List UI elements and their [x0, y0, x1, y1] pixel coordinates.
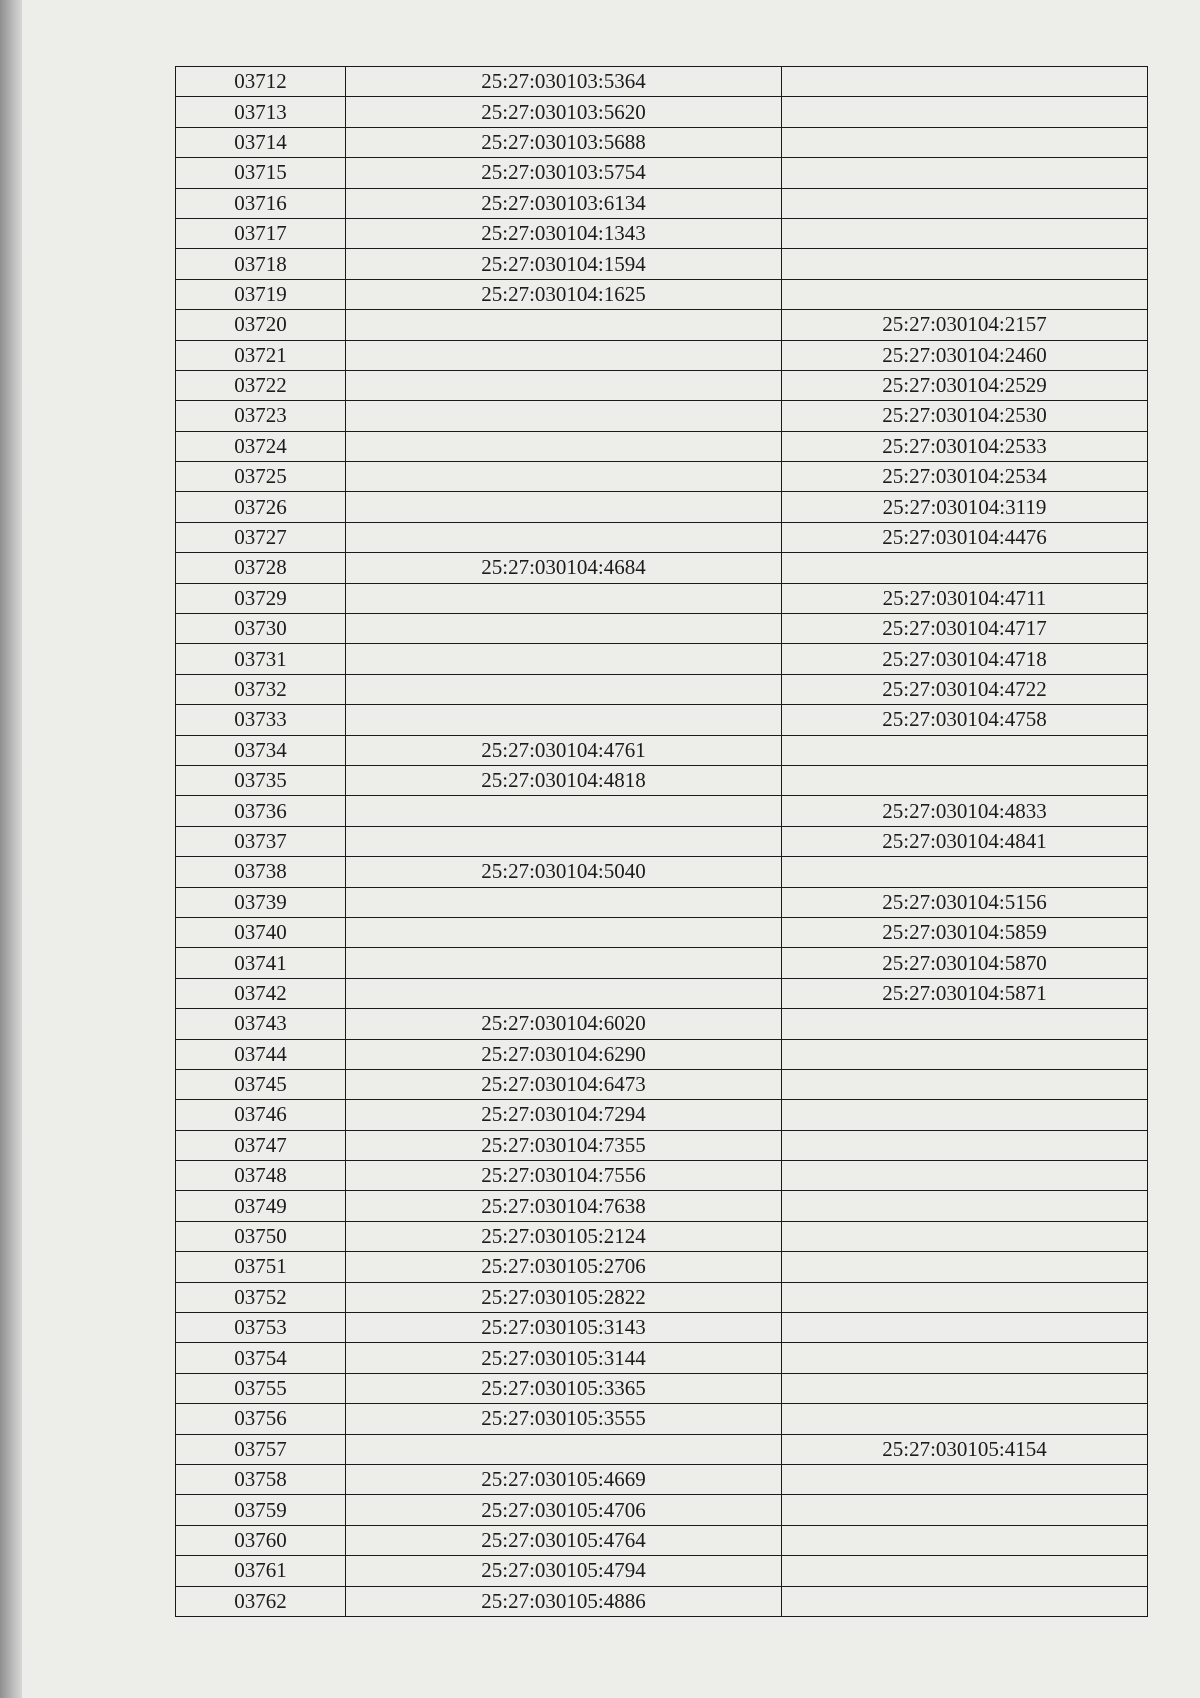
- table-row: [176, 522, 1148, 552]
- cadastral-number-cell-col3: 25:27:030104:2157: [782, 310, 1148, 340]
- table-row: [176, 279, 1148, 309]
- cadastral-number-cell-col2: 25:27:030104:1594: [346, 249, 782, 279]
- row-number-cell: 03714: [176, 127, 346, 157]
- cadastral-number-cell-col2: [346, 887, 782, 917]
- cadastral-number-cell-col3: [782, 735, 1148, 765]
- row-number-cell: 03743: [176, 1009, 346, 1039]
- table-row: [176, 614, 1148, 644]
- row-number-cell: 03745: [176, 1069, 346, 1099]
- cadastral-number-cell-col2: 25:27:030105:2706: [346, 1252, 782, 1282]
- table-row: [176, 826, 1148, 856]
- row-number-cell: 03736: [176, 796, 346, 826]
- cadastral-number-cell-col3: [782, 1100, 1148, 1130]
- row-number-cell: 03752: [176, 1282, 346, 1312]
- table-row: [176, 492, 1148, 522]
- table-row: [176, 340, 1148, 370]
- cadastral-number-cell-col2: [346, 462, 782, 492]
- cadastral-number-cell-col3: [782, 188, 1148, 218]
- row-number-cell: 03720: [176, 310, 346, 340]
- table-row: [176, 583, 1148, 613]
- cadastral-number-cell-col3: [782, 218, 1148, 248]
- table-row: [176, 1221, 1148, 1251]
- table-row: [176, 1525, 1148, 1555]
- cadastral-number-cell-col3: [782, 1556, 1148, 1586]
- row-number-cell: 03746: [176, 1100, 346, 1130]
- table-row: [176, 67, 1148, 97]
- cadastral-number-cell-col3: [782, 1495, 1148, 1525]
- cadastral-number-cell-col2: 25:27:030104:7355: [346, 1130, 782, 1160]
- cadastral-number-cell-col3: [782, 67, 1148, 97]
- cadastral-number-cell-col3: [782, 1282, 1148, 1312]
- cadastral-number-cell-col3: [782, 1586, 1148, 1616]
- row-number-cell: 03722: [176, 370, 346, 400]
- table-row: [176, 431, 1148, 461]
- row-number-cell: 03738: [176, 857, 346, 887]
- cadastral-number-cell-col3: 25:27:030104:3119: [782, 492, 1148, 522]
- row-number-cell: 03739: [176, 887, 346, 917]
- cadastral-number-cell-col2: 25:27:030104:4684: [346, 553, 782, 583]
- cadastral-number-cell-col3: 25:27:030104:2529: [782, 370, 1148, 400]
- cadastral-number-cell-col3: [782, 1130, 1148, 1160]
- table-row: [176, 1130, 1148, 1160]
- cadastral-number-cell-col2: [346, 431, 782, 461]
- cadastral-number-cell-col2: [346, 644, 782, 674]
- row-number-cell: 03734: [176, 735, 346, 765]
- cadastral-number-cell-col3: [782, 279, 1148, 309]
- cadastral-number-cell-col2: 25:27:030104:1625: [346, 279, 782, 309]
- row-number-cell: 03727: [176, 522, 346, 552]
- row-number-cell: 03730: [176, 614, 346, 644]
- table-row: [176, 553, 1148, 583]
- cadastral-number-cell-col2: 25:27:030104:6473: [346, 1069, 782, 1099]
- table-row: [176, 1495, 1148, 1525]
- cadastral-number-cell-col3: 25:27:030104:2530: [782, 401, 1148, 431]
- cadastral-number-cell-col2: 25:27:030103:5688: [346, 127, 782, 157]
- cadastral-number-cell-col3: 25:27:030104:2533: [782, 431, 1148, 461]
- row-number-cell: 03725: [176, 462, 346, 492]
- cadastral-number-cell-col3: [782, 158, 1148, 188]
- cadastral-number-cell-col2: 25:27:030103:5620: [346, 97, 782, 127]
- cadastral-number-cell-col3: 25:27:030104:4841: [782, 826, 1148, 856]
- cadastral-number-cell-col2: 25:27:030104:4818: [346, 765, 782, 795]
- cadastral-number-cell-col2: 25:27:030105:3144: [346, 1343, 782, 1373]
- cadastral-number-cell-col2: [346, 705, 782, 735]
- row-number-cell: 03747: [176, 1130, 346, 1160]
- cadastral-number-cell-col3: [782, 249, 1148, 279]
- cadastral-number-cell-col3: [782, 127, 1148, 157]
- table-row: [176, 1464, 1148, 1494]
- cadastral-numbers-table: [175, 66, 1148, 1617]
- row-number-cell: 03737: [176, 826, 346, 856]
- row-number-cell: 03729: [176, 583, 346, 613]
- cadastral-number-cell-col3: [782, 1525, 1148, 1555]
- table-row: [176, 401, 1148, 431]
- cadastral-number-cell-col3: 25:27:030104:5859: [782, 917, 1148, 947]
- row-number-cell: 03758: [176, 1464, 346, 1494]
- cadastral-number-cell-col2: 25:27:030105:4886: [346, 1586, 782, 1616]
- table-row: [176, 1191, 1148, 1221]
- cadastral-number-cell-col3: 25:27:030104:4718: [782, 644, 1148, 674]
- cadastral-number-cell-col2: [346, 492, 782, 522]
- cadastral-number-cell-col3: 25:27:030104:4833: [782, 796, 1148, 826]
- row-number-cell: 03756: [176, 1404, 346, 1434]
- row-number-cell: 03750: [176, 1221, 346, 1251]
- cadastral-number-cell-col3: 25:27:030104:2460: [782, 340, 1148, 370]
- row-number-cell: 03735: [176, 765, 346, 795]
- row-number-cell: 03719: [176, 279, 346, 309]
- table-row: [176, 127, 1148, 157]
- cadastral-number-cell-col3: 25:27:030104:2534: [782, 462, 1148, 492]
- row-number-cell: 03749: [176, 1191, 346, 1221]
- table-row: [176, 1282, 1148, 1312]
- cadastral-number-cell-col3: [782, 1039, 1148, 1069]
- row-number-cell: 03744: [176, 1039, 346, 1069]
- cadastral-number-cell-col3: [782, 1191, 1148, 1221]
- table-row: [176, 1100, 1148, 1130]
- cadastral-number-cell-col2: 25:27:030105:2124: [346, 1221, 782, 1251]
- cadastral-number-cell-col3: [782, 97, 1148, 127]
- table-row: [176, 765, 1148, 795]
- table-row: [176, 1313, 1148, 1343]
- row-number-cell: 03740: [176, 917, 346, 947]
- row-number-cell: 03742: [176, 978, 346, 1008]
- table-row: [176, 370, 1148, 400]
- cadastral-number-cell-col3: 25:27:030104:4476: [782, 522, 1148, 552]
- cadastral-number-cell-col3: 25:27:030104:4711: [782, 583, 1148, 613]
- cadastral-number-cell-col2: 25:27:030103:5364: [346, 67, 782, 97]
- cadastral-number-cell-col2: 25:27:030104:1343: [346, 218, 782, 248]
- row-number-cell: 03716: [176, 188, 346, 218]
- table-row: [176, 1404, 1148, 1434]
- cadastral-number-cell-col3: [782, 1464, 1148, 1494]
- row-number-cell: 03731: [176, 644, 346, 674]
- scan-shadow-edge: [0, 0, 22, 1698]
- cadastral-number-cell-col3: [782, 1009, 1148, 1039]
- table-row: [176, 917, 1148, 947]
- cadastral-number-cell-col3: 25:27:030104:4758: [782, 705, 1148, 735]
- cadastral-number-cell-col3: 25:27:030104:5870: [782, 948, 1148, 978]
- row-number-cell: 03712: [176, 67, 346, 97]
- table-row: [176, 1373, 1148, 1403]
- row-number-cell: 03754: [176, 1343, 346, 1373]
- cadastral-number-cell-col2: 25:27:030105:4706: [346, 1495, 782, 1525]
- table-row: [176, 644, 1148, 674]
- cadastral-number-cell-col2: [346, 674, 782, 704]
- cadastral-number-cell-col2: 25:27:030103:5754: [346, 158, 782, 188]
- table-row: [176, 462, 1148, 492]
- table-body: [176, 67, 1148, 1617]
- table-row: [176, 218, 1148, 248]
- document-page: [22, 0, 1200, 1698]
- cadastral-number-cell-col3: [782, 1373, 1148, 1403]
- table-row: [176, 1434, 1148, 1464]
- row-number-cell: 03748: [176, 1161, 346, 1191]
- table-row: [176, 97, 1148, 127]
- table-row: [176, 887, 1148, 917]
- row-number-cell: 03726: [176, 492, 346, 522]
- row-number-cell: 03760: [176, 1525, 346, 1555]
- table-row: [176, 188, 1148, 218]
- cadastral-number-cell-col2: [346, 796, 782, 826]
- table-row: [176, 705, 1148, 735]
- cadastral-number-cell-col2: [346, 614, 782, 644]
- cadastral-number-cell-col2: [346, 948, 782, 978]
- cadastral-number-cell-col3: 25:27:030104:4717: [782, 614, 1148, 644]
- cadastral-number-cell-col2: 25:27:030105:3555: [346, 1404, 782, 1434]
- row-number-cell: 03713: [176, 97, 346, 127]
- row-number-cell: 03721: [176, 340, 346, 370]
- cadastral-number-cell-col3: [782, 1343, 1148, 1373]
- table-row: [176, 735, 1148, 765]
- cadastral-number-cell-col2: 25:27:030104:7638: [346, 1191, 782, 1221]
- cadastral-number-cell-col3: [782, 1404, 1148, 1434]
- cadastral-number-cell-col3: [782, 553, 1148, 583]
- cadastral-number-cell-col2: 25:27:030104:7294: [346, 1100, 782, 1130]
- cadastral-number-cell-col2: 25:27:030104:6020: [346, 1009, 782, 1039]
- cadastral-number-cell-col2: [346, 1434, 782, 1464]
- cadastral-number-cell-col3: [782, 1069, 1148, 1099]
- row-number-cell: 03732: [176, 674, 346, 704]
- cadastral-number-cell-col3: [782, 1221, 1148, 1251]
- table-row: [176, 1556, 1148, 1586]
- cadastral-number-cell-col2: 25:27:030104:4761: [346, 735, 782, 765]
- cadastral-number-cell-col2: [346, 401, 782, 431]
- cadastral-number-cell-col2: [346, 310, 782, 340]
- cadastral-number-cell-col2: 25:27:030105:3143: [346, 1313, 782, 1343]
- row-number-cell: 03718: [176, 249, 346, 279]
- row-number-cell: 03757: [176, 1434, 346, 1464]
- cadastral-number-cell-col2: [346, 583, 782, 613]
- cadastral-number-cell-col2: 25:27:030104:7556: [346, 1161, 782, 1191]
- cadastral-number-cell-col2: 25:27:030104:5040: [346, 857, 782, 887]
- table-row: [176, 796, 1148, 826]
- table-row: [176, 1009, 1148, 1039]
- table-row: [176, 978, 1148, 1008]
- cadastral-number-cell-col2: 25:27:030105:4764: [346, 1525, 782, 1555]
- cadastral-number-cell-col2: [346, 370, 782, 400]
- table-row: [176, 948, 1148, 978]
- cadastral-number-cell-col3: [782, 765, 1148, 795]
- table-row: [176, 674, 1148, 704]
- cadastral-number-cell-col2: 25:27:030105:4794: [346, 1556, 782, 1586]
- cadastral-number-cell-col3: 25:27:030104:5156: [782, 887, 1148, 917]
- cadastral-number-cell-col2: [346, 917, 782, 947]
- table-row: [176, 1039, 1148, 1069]
- cadastral-number-cell-col2: [346, 340, 782, 370]
- table-row: [176, 1069, 1148, 1099]
- table-row: [176, 1343, 1148, 1373]
- row-number-cell: 03733: [176, 705, 346, 735]
- cadastral-number-cell-col3: [782, 857, 1148, 887]
- table-row: [176, 1586, 1148, 1616]
- row-number-cell: 03715: [176, 158, 346, 188]
- row-number-cell: 03741: [176, 948, 346, 978]
- cadastral-number-cell-col2: [346, 522, 782, 552]
- cadastral-number-cell-col2: 25:27:030105:4669: [346, 1464, 782, 1494]
- row-number-cell: 03728: [176, 553, 346, 583]
- cadastral-number-cell-col2: [346, 826, 782, 856]
- table-row: [176, 310, 1148, 340]
- table-row: [176, 249, 1148, 279]
- cadastral-number-cell-col3: [782, 1252, 1148, 1282]
- cadastral-number-cell-col2: 25:27:030105:2822: [346, 1282, 782, 1312]
- cadastral-number-cell-col2: [346, 978, 782, 1008]
- table-row: [176, 158, 1148, 188]
- cadastral-number-cell-col3: [782, 1161, 1148, 1191]
- row-number-cell: 03762: [176, 1586, 346, 1616]
- cadastral-number-cell-col3: 25:27:030104:4722: [782, 674, 1148, 704]
- table-row: [176, 1252, 1148, 1282]
- row-number-cell: 03753: [176, 1313, 346, 1343]
- row-number-cell: 03723: [176, 401, 346, 431]
- table-row: [176, 1161, 1148, 1191]
- row-number-cell: 03761: [176, 1556, 346, 1586]
- cadastral-number-cell-col3: 25:27:030104:5871: [782, 978, 1148, 1008]
- cadastral-number-cell-col2: 25:27:030104:6290: [346, 1039, 782, 1069]
- cadastral-number-cell-col3: 25:27:030105:4154: [782, 1434, 1148, 1464]
- row-number-cell: 03759: [176, 1495, 346, 1525]
- cadastral-number-cell-col2: 25:27:030103:6134: [346, 188, 782, 218]
- row-number-cell: 03751: [176, 1252, 346, 1282]
- cadastral-number-cell-col3: [782, 1313, 1148, 1343]
- row-number-cell: 03755: [176, 1373, 346, 1403]
- cadastral-number-cell-col2: 25:27:030105:3365: [346, 1373, 782, 1403]
- row-number-cell: 03724: [176, 431, 346, 461]
- table-row: [176, 857, 1148, 887]
- row-number-cell: 03717: [176, 218, 346, 248]
